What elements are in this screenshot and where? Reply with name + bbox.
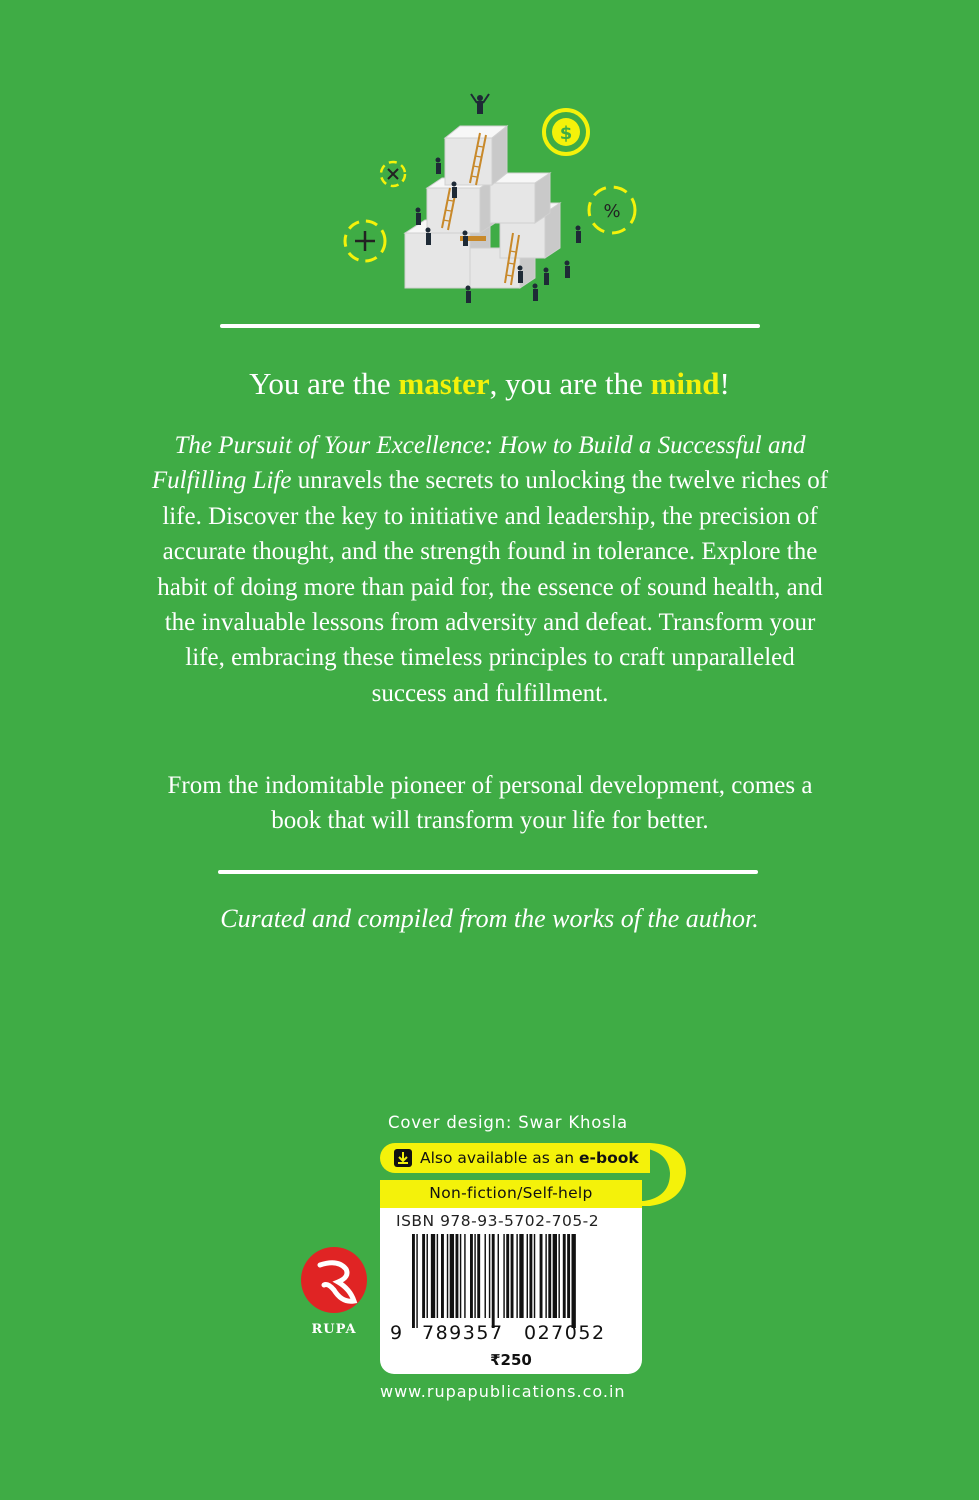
multiply-icon — [381, 162, 405, 186]
cover-design-credit: Cover design: Swar Khosla — [388, 1113, 628, 1132]
barcode-digit-group-2: 027052 — [524, 1322, 606, 1344]
blurb-paragraph: The Pursuit of Your Excellence: How to Build a Successful and Fulfilling Life unravels the secrets to unlocking the twelve riches of life. Discover the key to initiative and leadership, the precision of accurate thought, and the strength found in tolerance. Explore the habit of doing more than paid for, the essence of sound health, and the invaluable lessons from adversity and defeat. Transform your life, embracing these timeless principles to craft unparalleled success and fulfillment. — [151, 432, 829, 707]
isbn-label: ISBN 978-93-5702-705-2 — [396, 1212, 600, 1230]
genre-label: Non-fiction/Self-help — [429, 1184, 593, 1202]
ebook-availability: Also available as an e-book — [420, 1149, 639, 1167]
percent-icon — [589, 187, 635, 233]
barcode — [412, 1234, 616, 1328]
barcode-digit-prefix: 9 — [390, 1322, 403, 1344]
tagline: You are the master, you are the mind! — [249, 366, 730, 401]
plus-icon — [345, 221, 385, 261]
divider-top — [220, 324, 760, 328]
illustration-cubes-people — [330, 88, 650, 318]
divider-bottom — [218, 870, 758, 874]
highlight-mind: mind — [650, 366, 720, 401]
rupa-logo-icon — [298, 1245, 370, 1315]
ebook-download-icon — [393, 1148, 413, 1168]
price-label: ₹250 — [490, 1351, 532, 1369]
website-url: www.rupapublications.co.in — [380, 1382, 626, 1401]
svg-text:%: % — [603, 201, 621, 222]
svg-text:$: $ — [559, 123, 573, 144]
barcode-digit-group-1: 789357 — [422, 1322, 504, 1344]
dollar-coin-icon — [544, 110, 588, 154]
pioneer-paragraph: From the indomitable pioneer of personal development, comes a book that will transform your life for better. — [167, 772, 813, 835]
book-title-italic: The Pursuit of Your Excellence: How to Build a Successful and Fulfilling Life — [151, 432, 806, 495]
curated-note: Curated and compiled from the works of the author. — [220, 904, 759, 933]
publisher-name: RUPA — [311, 1322, 357, 1337]
highlight-master: master — [398, 366, 490, 401]
